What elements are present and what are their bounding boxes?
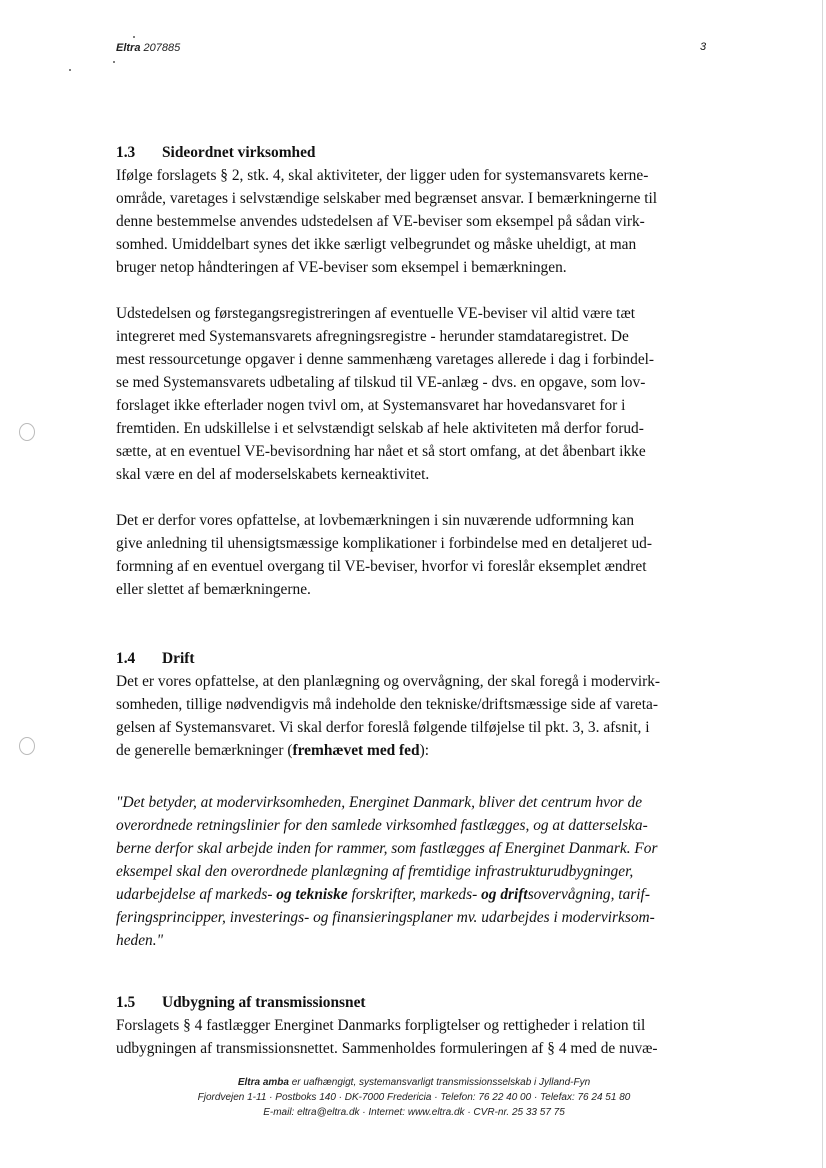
quote-line: berne derfor skal arbejde inden for rammer, som fastlægges af Energinet Danmark. For <box>116 840 658 857</box>
section-heading-1-5 <box>116 991 716 1014</box>
scan-edge-line <box>822 0 823 1168</box>
text-line: Udstedelsen og førstegangsregistreringen af eventuelle VE-beviser vil altid være tæt <box>116 305 635 322</box>
paragraph <box>116 1014 716 1060</box>
quoted-proposal <box>116 791 716 952</box>
quote-line: overordnede retningslinier for den samlede virksomhed fastlægges, og at datterselska- <box>116 817 648 834</box>
paragraph <box>116 670 716 762</box>
text-line: se med Systemansvarets udbetaling af tilskud til VE-anlæg - dvs. en opgave, som lov- <box>116 374 646 391</box>
punch-hole-mark <box>19 423 35 441</box>
text-line: integreret med Systemansvarets afregningsregistre - herunder stamdataregistret. De <box>116 328 629 345</box>
section-heading-1-4 <box>116 647 716 670</box>
scan-speck <box>69 69 71 71</box>
scan-speck <box>113 61 115 63</box>
text-line: eller slettet af bemærkningerne. <box>116 581 311 598</box>
text-line: udbygningen af transmissionsnettet. Sammenholdes formuleringen af § 4 med de nuvæ- <box>116 1040 658 1057</box>
text-line: sætte, at en eventuel VE-bevisordning har nået et så stort omfang, at det åbenbart ikke <box>116 443 646 460</box>
text-line: formning af en eventuel overgang til VE-beviser, hvorfor vi foreslår eksemplet ændret <box>116 558 647 575</box>
scan-speck <box>133 36 135 38</box>
quote-line: heden." <box>116 932 164 949</box>
footer-company: Eltra amba <box>237 1077 289 1088</box>
paragraph <box>116 509 716 601</box>
footer-line <box>116 1075 712 1090</box>
text-line: fremtiden. En udskillelse i et selvstændigt selskab af hele aktiviteten må derfor forud- <box>116 420 644 437</box>
text-line: bruger netop håndteringen af VE-beviser som eksempel i bemærkningen. <box>116 259 567 276</box>
quote-line: udarbejdelse af markeds- <box>116 886 273 903</box>
bold-emphasis: og drift <box>477 886 528 903</box>
footer-text: er uafhængigt, systemansvarligt transmissionsselskab i Jylland-Fyn <box>288 1077 591 1088</box>
section-title: Sideordnet virksomhed <box>162 144 316 161</box>
footer-address: Fjordvejen 1-11 · Postboks 140 · DK-7000 Fredericia · Telefon: 76 22 40 00 · Telefax: 76 24 51 80 <box>197 1092 631 1103</box>
quote-line: feringsprincipper, investerings- og finansieringsplaner mv. udarbejdes i modervirksom- <box>116 909 655 926</box>
text-line: forslaget ikke efterlader nogen tvivl om, at Systemansvaret har hovedansvaret for i <box>116 397 626 414</box>
text-line: mest ressourcetunge opgaver i denne sammenhæng varetages allerede i dag i forbindel- <box>116 351 655 368</box>
quote-line: eksempel skal den overordnede planlægning af fremtidige infrastrukturudbygninger, <box>116 863 634 880</box>
section-number: 1.5 <box>116 994 136 1011</box>
section-number: 1.4 <box>116 650 136 667</box>
text-line: somheden, tillige nødvendigvis må indeholde den tekniske/driftsmæssige side af vareta- <box>116 696 658 713</box>
text-line: denne bestemmelse anvendes udstedelsen af VE-beviser som eksempel på sådan virk- <box>116 213 645 230</box>
page-footer <box>116 1075 712 1120</box>
document-body <box>116 141 716 1060</box>
paragraph <box>116 302 716 486</box>
header-doc-number: 207885 <box>143 42 181 54</box>
text-line: Det er derfor vores opfattelse, at lovbemærkningen i sin nuværende udformning kan <box>116 512 635 529</box>
header-company: Eltra <box>116 42 141 54</box>
quote-line: sovervågning, tarif- <box>527 886 650 903</box>
paragraph <box>116 164 716 279</box>
text-line: Det er vores opfattelse, at den planlægning og overvågning, der skal foregå i modervirk- <box>116 673 661 690</box>
page-number: 3 <box>700 41 707 53</box>
text-line: gelsen af Systemansvaret. Vi skal derfor foreslå følgende tilføjelse til pkt. 3, 3. afsnit, i <box>116 719 650 736</box>
text-line: Forslagets § 4 fastlægger Energinet Danmarks forpligtelser og rettigheder i relation til <box>116 1017 646 1034</box>
text-line: Ifølge forslagets § 2, stk. 4, skal aktiviteter, der ligger uden for systemansvarets kerne- <box>116 167 649 184</box>
section-number: 1.3 <box>116 144 136 161</box>
section-title: Drift <box>162 650 195 667</box>
section-title: Udbygning af transmissionsnet <box>162 994 366 1011</box>
text-line: område, varetages i selvstændige selskaber med begrænset ansvar. I bemærkningerne til <box>116 190 658 207</box>
footer-contact: E-mail: eltra@eltra.dk · Internet: www.eltra.dk · CVR-nr. 25 33 57 75 <box>263 1107 565 1118</box>
page-header <box>116 42 180 54</box>
text-line: de generelle bemærkninger ( <box>116 742 293 759</box>
quote-line: forskrifter, markeds- <box>347 886 478 903</box>
punch-hole-mark <box>19 737 35 755</box>
text-line: ): <box>419 742 429 759</box>
bold-emphasis: fremhævet med fed <box>292 742 420 759</box>
text-line: give anledning til uhensigtsmæssige komplikationer i forbindelse med en detaljeret ud- <box>116 535 652 552</box>
bold-emphasis: og tekniske <box>272 886 348 903</box>
quote-line: "Det betyder, at modervirksomheden, Energinet Danmark, bliver det centrum hvor de <box>116 794 643 811</box>
section-heading-1-3 <box>116 141 716 164</box>
text-line: skal være en del af moderselskabets kerneaktivitet. <box>116 466 430 483</box>
text-line: somhed. Umiddelbart synes det ikke særligt velbegrundet og måske uheldigt, at man <box>116 236 637 253</box>
